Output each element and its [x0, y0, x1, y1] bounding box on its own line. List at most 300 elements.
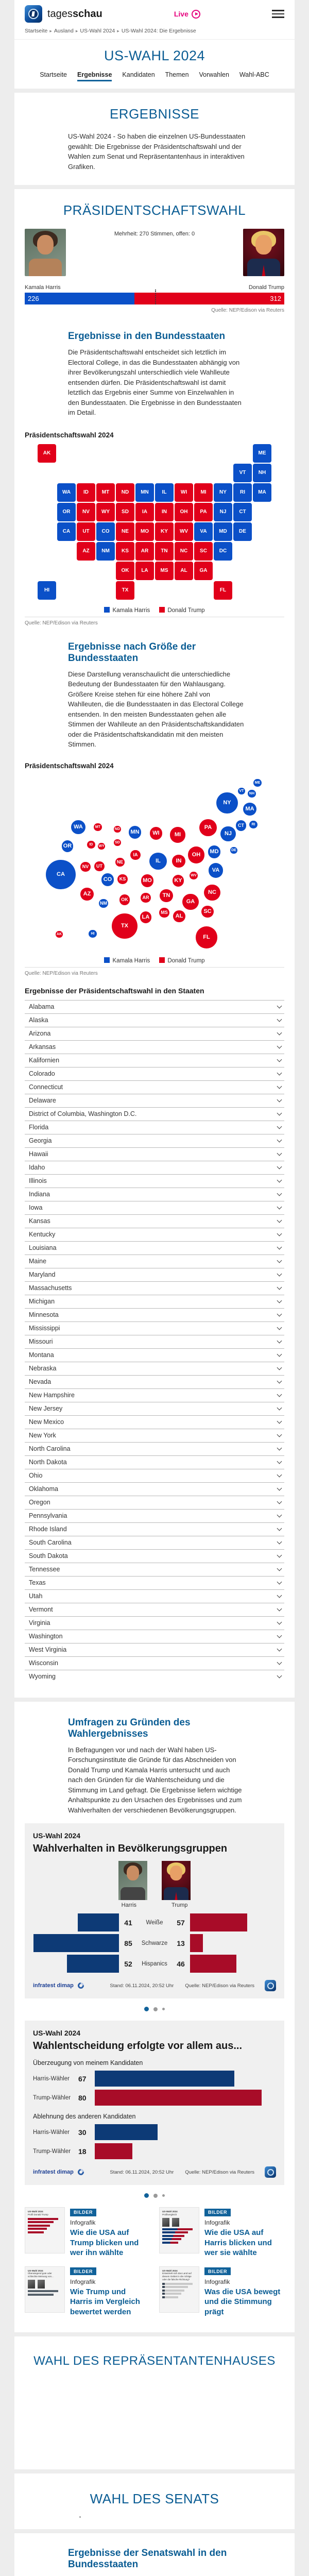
chevron-down-icon — [277, 1285, 282, 1290]
state-accordion-row[interactable] — [25, 1509, 284, 1522]
map-state-hi[interactable]: HI — [38, 581, 56, 600]
bubble-state-al[interactable]: AL — [173, 910, 185, 922]
chevron-down-icon — [277, 1338, 282, 1344]
state-name: Kentucky — [29, 1231, 56, 1238]
map-state-co[interactable]: CO — [96, 522, 115, 541]
state-accordion-row[interactable] — [25, 1161, 284, 1174]
map-state-va[interactable]: VA — [194, 522, 213, 541]
bubble-state-ri[interactable]: RI — [249, 821, 258, 829]
bubble-state-ct[interactable]: CT — [236, 820, 247, 831]
decision-group-label: Ablehnung des anderen Kandidaten — [33, 2113, 136, 2120]
bubble-state-ms[interactable]: MS — [159, 908, 169, 918]
state-accordion-row[interactable] — [25, 1121, 284, 1134]
chevron-down-icon — [277, 1499, 282, 1504]
map-state-il[interactable]: IL — [155, 483, 174, 502]
state-name: Missouri — [29, 1338, 53, 1345]
senate-results-text — [68, 2575, 246, 2576]
state-accordion-row[interactable] — [25, 1268, 284, 1281]
polls-card — [14, 1702, 295, 2333]
state-accordion-row[interactable] — [25, 1241, 284, 1255]
source-note: Quelle: NEP/Edison via Reuters — [211, 308, 284, 313]
group-label: Weiße — [146, 1919, 163, 1926]
state-name: Georgia — [29, 1137, 52, 1144]
bubble-state-ok[interactable]: OK — [119, 894, 130, 905]
state-name: Tennessee — [29, 1566, 60, 1573]
voter-label: Harris-Wähler — [33, 2075, 70, 2082]
state-accordion-row[interactable] — [25, 1643, 284, 1656]
chevron-down-icon — [277, 1379, 282, 1384]
state-accordion-row[interactable] — [25, 1455, 284, 1469]
brand-name[interactable]: tagesschau — [47, 8, 102, 20]
state-accordion-row[interactable] — [25, 1080, 284, 1094]
tab-vorwahlen[interactable]: Vorwahlen — [199, 71, 229, 78]
chevron-down-icon — [277, 1245, 282, 1250]
infratest-ring-icon — [76, 2168, 85, 2177]
breadcrumb-separator-icon: ▸ — [75, 28, 78, 33]
teaser-text — [204, 2266, 284, 2317]
electoral-bar[interactable] — [25, 293, 284, 304]
bubble-state-ne[interactable]: NE — [115, 858, 124, 867]
map-state-mi[interactable]: MI — [194, 483, 213, 502]
legend-swatch-icon — [104, 607, 110, 613]
teaser-text — [70, 2207, 150, 2258]
map-state-ri[interactable]: RI — [233, 483, 252, 502]
state-name: New York — [29, 1432, 56, 1439]
bubble-state-or[interactable]: OR — [62, 840, 73, 852]
state-accordion-row[interactable] — [25, 1576, 284, 1589]
trump-name: Donald Trump — [248, 284, 284, 291]
decision-row — [33, 2124, 276, 2140]
chevron-down-icon — [277, 1325, 282, 1330]
bubble-state-la[interactable]: LA — [140, 911, 151, 923]
state-accordion-row[interactable] — [25, 1255, 284, 1268]
chevron-down-icon — [277, 1647, 282, 1652]
bubble-state-wi[interactable]: WI — [150, 827, 163, 840]
info2-title: Wahlentscheidung erfolgte vor allem aus... — [33, 2040, 243, 2052]
state-accordion-row[interactable] — [25, 1670, 284, 1683]
harris-votes: 226 — [28, 295, 39, 302]
thumb-bar — [162, 2228, 193, 2230]
carousel-dot-3[interactable] — [162, 2008, 165, 2010]
map-state-ms[interactable]: MS — [155, 562, 174, 580]
map-state-az[interactable]: AZ — [77, 542, 95, 561]
teaser-grid — [25, 2207, 284, 2317]
state-name: Nevada — [29, 1378, 52, 1385]
map-state-nh[interactable]: NH — [253, 464, 271, 482]
tab-kandidaten[interactable]: Kandidaten — [122, 71, 155, 78]
state-accordion-row[interactable] — [25, 1469, 284, 1482]
thumb-bar — [162, 2296, 178, 2298]
harris-bar-segment[interactable] — [25, 293, 134, 304]
state-name: Texas — [29, 1579, 46, 1586]
bubble-state-ca[interactable]: CA — [46, 860, 75, 889]
map-state-al[interactable]: AL — [175, 562, 193, 580]
map-state-mo[interactable]: MO — [135, 522, 154, 541]
state-name: Maryland — [29, 1271, 56, 1278]
bubble-state-wa[interactable]: WA — [71, 820, 85, 834]
us-states-map — [38, 444, 271, 600]
state-accordion-row[interactable] — [25, 1134, 284, 1147]
state-accordion-row[interactable] — [25, 1388, 284, 1402]
teaser-text — [70, 2266, 150, 2317]
trump-value: 13 — [177, 1939, 185, 1947]
bubble-state-in[interactable]: IN — [172, 855, 185, 868]
thumb-photos — [28, 2280, 62, 2289]
harris-bar — [95, 2124, 158, 2140]
map-state-ne[interactable]: NE — [116, 522, 134, 541]
menu-icon[interactable] — [272, 10, 284, 18]
senate-card — [14, 2473, 295, 2529]
map-state-oh[interactable]: OH — [175, 503, 193, 521]
chevron-down-icon — [277, 1566, 282, 1571]
bubble-state-ut[interactable]: UT — [94, 861, 104, 871]
state-accordion-row[interactable] — [25, 1348, 284, 1362]
info1-stand: Stand: 06.11.2024, 20:52 Uhr — [110, 1982, 174, 1989]
state-name: New Jersey — [29, 1405, 63, 1412]
map-state-ct[interactable]: CT — [233, 503, 252, 521]
state-accordion-row[interactable] — [25, 1201, 284, 1214]
map-state-ok[interactable]: OK — [116, 562, 134, 580]
senate-results-card — [14, 2533, 295, 2576]
map-state-wa[interactable]: WA — [57, 483, 76, 502]
bubble-state-wv[interactable]: WV — [190, 872, 198, 880]
bubble-state-nm[interactable]: NM — [99, 899, 108, 908]
state-name: Alabama — [29, 1003, 55, 1010]
breadcrumb-item[interactable]: Startseite — [25, 28, 48, 34]
thumb-bar — [28, 2228, 47, 2230]
map-state-fl[interactable]: FL — [214, 581, 232, 600]
map-state-pa[interactable]: PA — [194, 503, 213, 521]
map-state-nd[interactable]: ND — [116, 483, 134, 502]
decision-row — [33, 2071, 276, 2087]
state-name: Oregon — [29, 1499, 50, 1506]
map-state-wv[interactable]: WV — [175, 522, 193, 541]
teaser-card[interactable] — [159, 2207, 284, 2258]
carousel-dots-1 — [14, 2007, 295, 2011]
map-state-tn[interactable]: TN — [155, 542, 174, 561]
thumb-bar — [162, 2293, 181, 2295]
map-state-ca[interactable]: CA — [57, 522, 76, 541]
bubble-state-ak[interactable]: AK — [56, 931, 63, 938]
bubble-state-nd[interactable]: ND — [114, 826, 121, 833]
map-state-ak[interactable]: AK — [38, 444, 56, 463]
state-accordion-row[interactable] — [25, 1563, 284, 1576]
teaser-headline[interactable]: Wie die USA auf Harris blicken und wer sie wählte — [204, 2228, 272, 2257]
teaser-headline[interactable]: Wie Trump und Harris im Vergleich bewertet werden — [70, 2287, 140, 2316]
map-state-mn[interactable]: MN — [135, 483, 154, 502]
chevron-down-icon — [277, 1017, 282, 1022]
chevron-down-icon — [277, 1097, 282, 1103]
bubble-state-oh[interactable]: OH — [188, 846, 204, 863]
bubble-state-ga[interactable]: GA — [182, 894, 198, 910]
thumb-bar — [28, 2294, 54, 2296]
state-name: Washington — [29, 1633, 63, 1640]
trump-value: 57 — [177, 1918, 185, 1927]
state-accordion-row[interactable] — [25, 1147, 284, 1161]
state-name: Louisiana — [29, 1244, 57, 1251]
harris-photo-small — [118, 1861, 147, 1900]
bubble-state-va[interactable]: VA — [209, 863, 223, 877]
header-card — [14, 0, 295, 89]
map-state-nm[interactable]: NM — [96, 542, 115, 561]
bubble-state-de[interactable]: DE — [230, 847, 237, 854]
infratest-dimap-logo: infratest dimap — [33, 2169, 74, 2175]
harris-bar — [33, 1934, 119, 1952]
bubble-state-mi[interactable]: MI — [170, 827, 185, 842]
state-name: Vermont — [29, 1606, 53, 1613]
play-icon — [192, 10, 200, 19]
map-state-de[interactable]: DE — [233, 522, 252, 541]
trump-bar — [190, 1934, 203, 1952]
tagesschau-logo-icon[interactable] — [25, 5, 42, 23]
state-name: Massachusetts — [29, 1284, 72, 1292]
subnav-tabs — [14, 69, 295, 89]
chevron-down-icon — [277, 1258, 282, 1263]
map-state-in[interactable]: IN — [155, 503, 174, 521]
bubble-state-ia[interactable]: IA — [130, 850, 140, 860]
demographics-row — [33, 1955, 276, 1973]
map-state-ia[interactable]: IA — [135, 503, 154, 521]
map-state-tx[interactable]: TX — [116, 581, 134, 600]
map-state-md[interactable]: MD — [214, 522, 232, 541]
bubble-state-il[interactable]: IL — [149, 853, 167, 870]
chevron-down-icon — [277, 1124, 282, 1129]
bubble-state-tn[interactable]: TN — [160, 889, 173, 903]
tab-themen[interactable]: Themen — [165, 71, 189, 78]
state-name: Alaska — [29, 1016, 48, 1024]
infratest-ring-icon — [76, 1981, 85, 1990]
map-legend — [14, 607, 295, 614]
state-accordion-row[interactable] — [25, 1616, 284, 1630]
voter-value: 80 — [78, 2093, 87, 2102]
state-name: Delaware — [29, 1097, 56, 1104]
carousel-dot-2[interactable] — [153, 2007, 158, 2011]
state-accordion-row[interactable] — [25, 1415, 284, 1429]
candidate-names — [25, 284, 284, 291]
live-button[interactable] — [174, 10, 200, 19]
bubble-state-id[interactable]: ID — [87, 841, 95, 849]
state-accordion-row[interactable] — [25, 1027, 284, 1040]
carousel-dot-3[interactable] — [162, 2194, 165, 2197]
map-state-ks[interactable]: KS — [116, 542, 134, 561]
map-state-sd[interactable]: SD — [116, 503, 134, 521]
state-accordion-row[interactable] — [25, 1308, 284, 1321]
map-label: Präsidentschaftswahl 2024 — [25, 431, 114, 439]
group-label: Hispanics — [142, 1960, 167, 1967]
bubble-state-md[interactable]: MD — [208, 845, 221, 858]
bubble-state-sc[interactable]: SC — [201, 906, 213, 918]
bubble-state-ar[interactable]: AR — [141, 893, 150, 903]
chevron-down-icon — [277, 1231, 282, 1236]
chevron-down-icon — [277, 1205, 282, 1210]
bubble-state-tx[interactable]: TX — [112, 913, 137, 939]
map-state-la[interactable]: LA — [135, 562, 154, 580]
map-state-me[interactable]: ME — [253, 444, 271, 463]
decision-group-label: Überzeugung von meinem Kandidaten — [33, 2059, 143, 2066]
bubble-state-nv[interactable]: NV — [80, 862, 90, 872]
teaser-text — [204, 2207, 284, 2258]
map-state-ma[interactable]: MA — [253, 483, 271, 502]
bubble-state-co[interactable]: CO — [101, 873, 114, 886]
state-accordion-row[interactable] — [25, 1656, 284, 1670]
trump-photo-small — [162, 1861, 191, 1900]
state-accordion-row[interactable] — [25, 1630, 284, 1643]
state-accordion-row[interactable] — [25, 1442, 284, 1455]
map-state-nv[interactable]: NV — [77, 503, 95, 521]
bubble-state-ny[interactable]: NY — [216, 792, 237, 814]
tab-wahl-abc[interactable]: Wahl-ABC — [239, 71, 269, 78]
teaser-headline[interactable]: Wie die USA auf Trump blicken und wer ihn wählte — [70, 2228, 139, 2257]
state-name: Utah — [29, 1592, 43, 1600]
teaser-card[interactable] — [159, 2266, 284, 2317]
bubble-state-mt[interactable]: MT — [94, 823, 102, 832]
state-accordion-row[interactable] — [25, 1174, 284, 1188]
carousel-dot-1[interactable] — [144, 2193, 149, 2198]
tab-ergebnisse[interactable]: Ergebnisse — [77, 71, 112, 81]
state-accordion-row[interactable] — [25, 1603, 284, 1616]
teaser-thumbnail: US-Wahl 2024 Profil Donald Trump — [25, 2207, 65, 2253]
state-accordion-row[interactable] — [25, 1214, 284, 1228]
map-state-vt[interactable]: VT — [233, 464, 252, 482]
states-heading: Ergebnisse in den Bundesstaaten — [68, 331, 226, 342]
intro-card — [14, 93, 295, 185]
state-accordion-row[interactable] — [25, 1402, 284, 1415]
group-label: Schwarze — [141, 1940, 168, 1946]
trump-votes: 312 — [270, 295, 281, 302]
state-accordion-row[interactable] — [25, 1536, 284, 1549]
state-accordion-row[interactable] — [25, 1228, 284, 1241]
map-state-wi[interactable]: WI — [175, 483, 193, 502]
breadcrumb-item[interactable]: US-Wahl 2024 — [80, 28, 115, 34]
bubble-state-sd[interactable]: SD — [114, 839, 121, 846]
trump-bar-segment[interactable] — [134, 293, 284, 304]
state-accordion-row[interactable] — [25, 1375, 284, 1388]
infographic-decision — [25, 2021, 284, 2185]
map-state-ga[interactable]: GA — [194, 562, 213, 580]
bubble-state-mo[interactable]: MO — [141, 874, 154, 887]
legend-item: Donald Trump — [159, 607, 204, 614]
bubble-state-ma[interactable]: MA — [243, 803, 256, 816]
loading-dot — [79, 2516, 81, 2518]
state-name: North Carolina — [29, 1445, 71, 1452]
legend-swatch-icon — [159, 607, 165, 613]
infratest-dimap-logo: infratest dimap — [33, 1982, 74, 1989]
state-accordion-row[interactable] — [25, 1589, 284, 1603]
state-name: Nebraska — [29, 1365, 57, 1372]
legend-swatch-icon — [104, 957, 110, 963]
chevron-down-icon — [277, 1084, 282, 1089]
bubble-state-mn[interactable]: MN — [129, 826, 142, 839]
state-accordion-row[interactable] — [25, 1482, 284, 1496]
tab-startseite[interactable]: Startseite — [40, 71, 67, 78]
bubble-state-ky[interactable]: KY — [173, 875, 184, 886]
state-accordion-row[interactable] — [25, 1295, 284, 1308]
map-state-mt[interactable]: MT — [96, 483, 115, 502]
state-accordion-row[interactable] — [25, 1094, 284, 1107]
carousel-dot-1[interactable] — [144, 2007, 149, 2011]
bubble-state-fl[interactable]: FL — [196, 926, 218, 948]
state-name: Indiana — [29, 1191, 50, 1198]
state-accordion-row[interactable] — [25, 1054, 284, 1067]
thumb-bar — [162, 2242, 178, 2244]
bubble-state-az[interactable]: AZ — [80, 888, 94, 901]
bubble-state-nj[interactable]: NJ — [220, 826, 235, 841]
carousel-dot-2[interactable] — [153, 2194, 158, 2198]
map-state-ar[interactable]: AR — [135, 542, 154, 561]
map-state-nj[interactable]: NJ — [214, 503, 232, 521]
bubble-state-wy[interactable]: WY — [98, 843, 105, 850]
state-accordion-row[interactable] — [25, 1000, 284, 1013]
state-accordion-row[interactable] — [25, 1362, 284, 1375]
bubble-state-ks[interactable]: KS — [117, 874, 127, 884]
state-accordion-row[interactable] — [25, 1321, 284, 1335]
state-name: Virginia — [29, 1619, 50, 1626]
bubble-state-vt[interactable]: VT — [238, 788, 245, 795]
map-state-dc[interactable]: DC — [214, 542, 232, 561]
state-name: Minnesota — [29, 1311, 59, 1318]
map-state-id[interactable]: ID — [77, 483, 95, 502]
bubble-state-nc[interactable]: NC — [204, 885, 220, 901]
teaser-card[interactable] — [25, 2266, 150, 2317]
bubble-cartogram — [14, 773, 295, 954]
state-name: Kalifornien — [29, 1057, 60, 1064]
chevron-down-icon — [277, 1030, 282, 1036]
teaser-thumbnail: US-Wahl 2024 Überwiegend gute oder schlechte Meinung von... — [25, 2266, 65, 2313]
state-accordion-row[interactable] — [25, 1429, 284, 1442]
state-accordion-row[interactable] — [25, 1549, 284, 1563]
chevron-down-icon — [277, 1138, 282, 1143]
map-state-nc[interactable]: NC — [175, 542, 193, 561]
map-state-wy[interactable]: WY — [96, 503, 115, 521]
voter-value: 18 — [78, 2147, 87, 2156]
bubble-state-nh[interactable]: NH — [248, 790, 256, 798]
state-accordion-row[interactable] — [25, 1281, 284, 1295]
state-accordion-row[interactable] — [25, 1335, 284, 1348]
state-accordion-row[interactable] — [25, 1013, 284, 1027]
bubble-state-hi[interactable]: HI — [89, 930, 97, 938]
teaser-card[interactable] — [25, 2207, 150, 2258]
state-accordion-row[interactable] — [25, 1067, 284, 1080]
teaser-thumbnail: US-Wahl 2024 Profilvergleich — [159, 2207, 199, 2253]
state-accordion-row[interactable] — [25, 1522, 284, 1536]
state-accordion-row[interactable] — [25, 1040, 284, 1054]
thumb-bar — [28, 2218, 58, 2220]
decision-row — [33, 2143, 276, 2159]
state-accordion-row[interactable] — [25, 1107, 284, 1121]
map-state-ky[interactable]: KY — [155, 522, 174, 541]
harris-bar — [95, 2071, 234, 2087]
president-card — [14, 189, 295, 1698]
map-state-or[interactable]: OR — [57, 503, 76, 521]
state-name: New Mexico — [29, 1418, 64, 1426]
state-accordion-row[interactable] — [25, 1188, 284, 1201]
bubble-state-pa[interactable]: PA — [199, 819, 217, 837]
map-state-ut[interactable]: UT — [77, 522, 95, 541]
bubble-state-me[interactable]: ME — [253, 779, 262, 787]
chevron-down-icon — [277, 1419, 282, 1424]
breadcrumb-item[interactable]: Ausland — [54, 28, 74, 34]
breadcrumb-item[interactable]: US-Wahl 2024: Die Ergebnisse — [121, 28, 196, 34]
thumb-bar — [28, 2231, 44, 2233]
state-name: Michigan — [29, 1298, 55, 1305]
intro-text: US-Wahl 2024 - So haben die einzelnen US-Bundesstaaten gewählt: Die Ergebnisse der Präsidentschaftswahl und der Wahlen zum Senat und Repräsentantenhaus in interaktiven Grafiken. — [68, 132, 246, 171]
map-state-ny[interactable]: NY — [214, 483, 232, 502]
page-title: US-WAHL 2024 — [104, 48, 205, 63]
state-accordion-row[interactable] — [25, 1496, 284, 1509]
teaser-headline[interactable]: Was die USA bewegt und die Stimmung prägt — [204, 2287, 281, 2316]
trump-caption: Trump — [171, 1902, 188, 1908]
map-state-sc[interactable]: SC — [194, 542, 213, 561]
